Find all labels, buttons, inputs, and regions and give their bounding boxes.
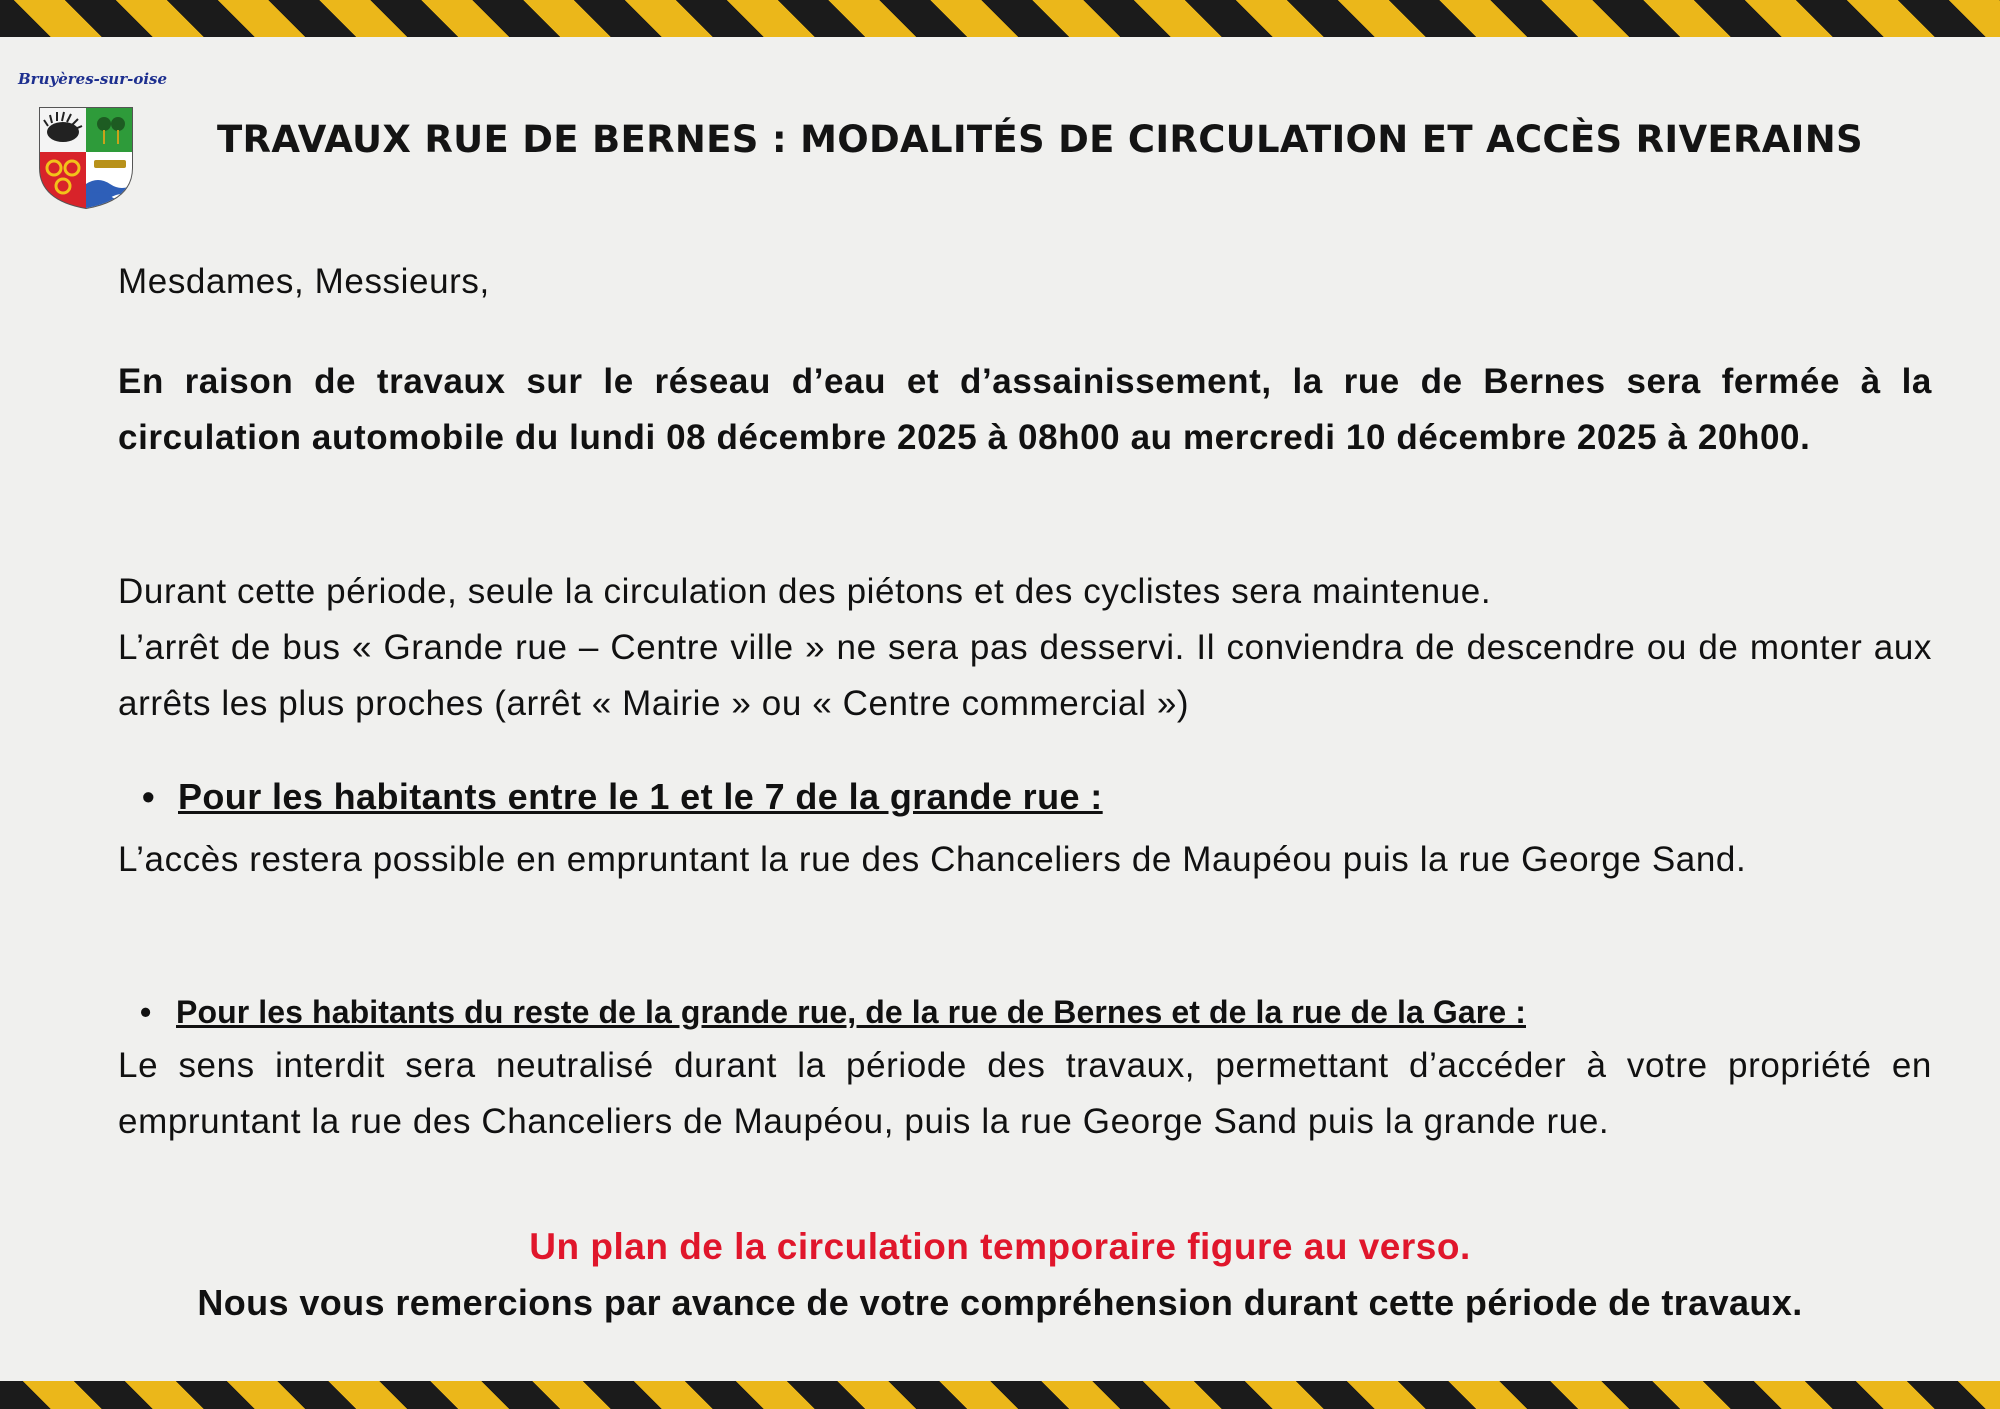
plan-note: Un plan de la circulation temporaire figure au verso. xyxy=(529,1226,1471,1267)
page-title: TRAVAUX RUE DE BERNES : MODALITÉS DE CIRCULATION ET ACCÈS RIVERAINS xyxy=(217,118,1863,161)
town-crest-icon xyxy=(38,106,134,210)
town-name-logo: Bruyères-sur-oise xyxy=(18,70,168,88)
bullet-icon: • xyxy=(140,994,152,1030)
section-1-heading-text: Pour les habitants entre le 1 et le 7 de la grande rue : xyxy=(178,776,1103,817)
period-paragraph xyxy=(118,564,1932,732)
hazard-stripe-bottom xyxy=(0,1381,2000,1409)
section-2-text: Le sens interdit sera neutralisé durant la période des travaux, permettant d’accéder à votre propriété en empruntant la rue des Chanceliers de Maupéou, puis la rue George Sand puis la grande rue. xyxy=(118,1046,1932,1141)
thanks-note: Nous vous remercions par avance de votre compréhension durant cette période de travaux. xyxy=(197,1282,1803,1323)
section-1-text: L’accès restera possible en empruntant la rue des Chanceliers de Maupéou puis la rue George Sand. xyxy=(118,840,1747,879)
closure-paragraph: En raison de travaux sur le réseau d’eau et d’assainissement, la rue de Bernes sera fermée à la circulation automobile du lundi 08 décembre 2025 à 08h00 au mercredi 10 décembre 2025 à 20h00. xyxy=(118,362,1932,457)
period-line-1: Durant cette période, seule la circulation des piétons et des cyclistes sera maintenue. xyxy=(118,572,1492,611)
period-line-2: L’arrêt de bus « Grande rue – Centre ville » ne sera pas desservi. Il conviendra de descendre ou de monter aux arrêts les plus proches (arrêt « Mairie » ou « Centre commercial ») xyxy=(118,628,1932,723)
bullet-icon: • xyxy=(142,776,156,817)
section-2-heading-text: Pour les habitants du reste de la grande rue, de la rue de Bernes et de la rue de la Gare : xyxy=(176,994,1526,1030)
greeting: Mesdames, Messieurs, xyxy=(118,262,490,301)
hazard-stripe-top xyxy=(0,0,2000,37)
section-1-heading xyxy=(142,776,1103,818)
section-2-heading xyxy=(140,994,1526,1031)
